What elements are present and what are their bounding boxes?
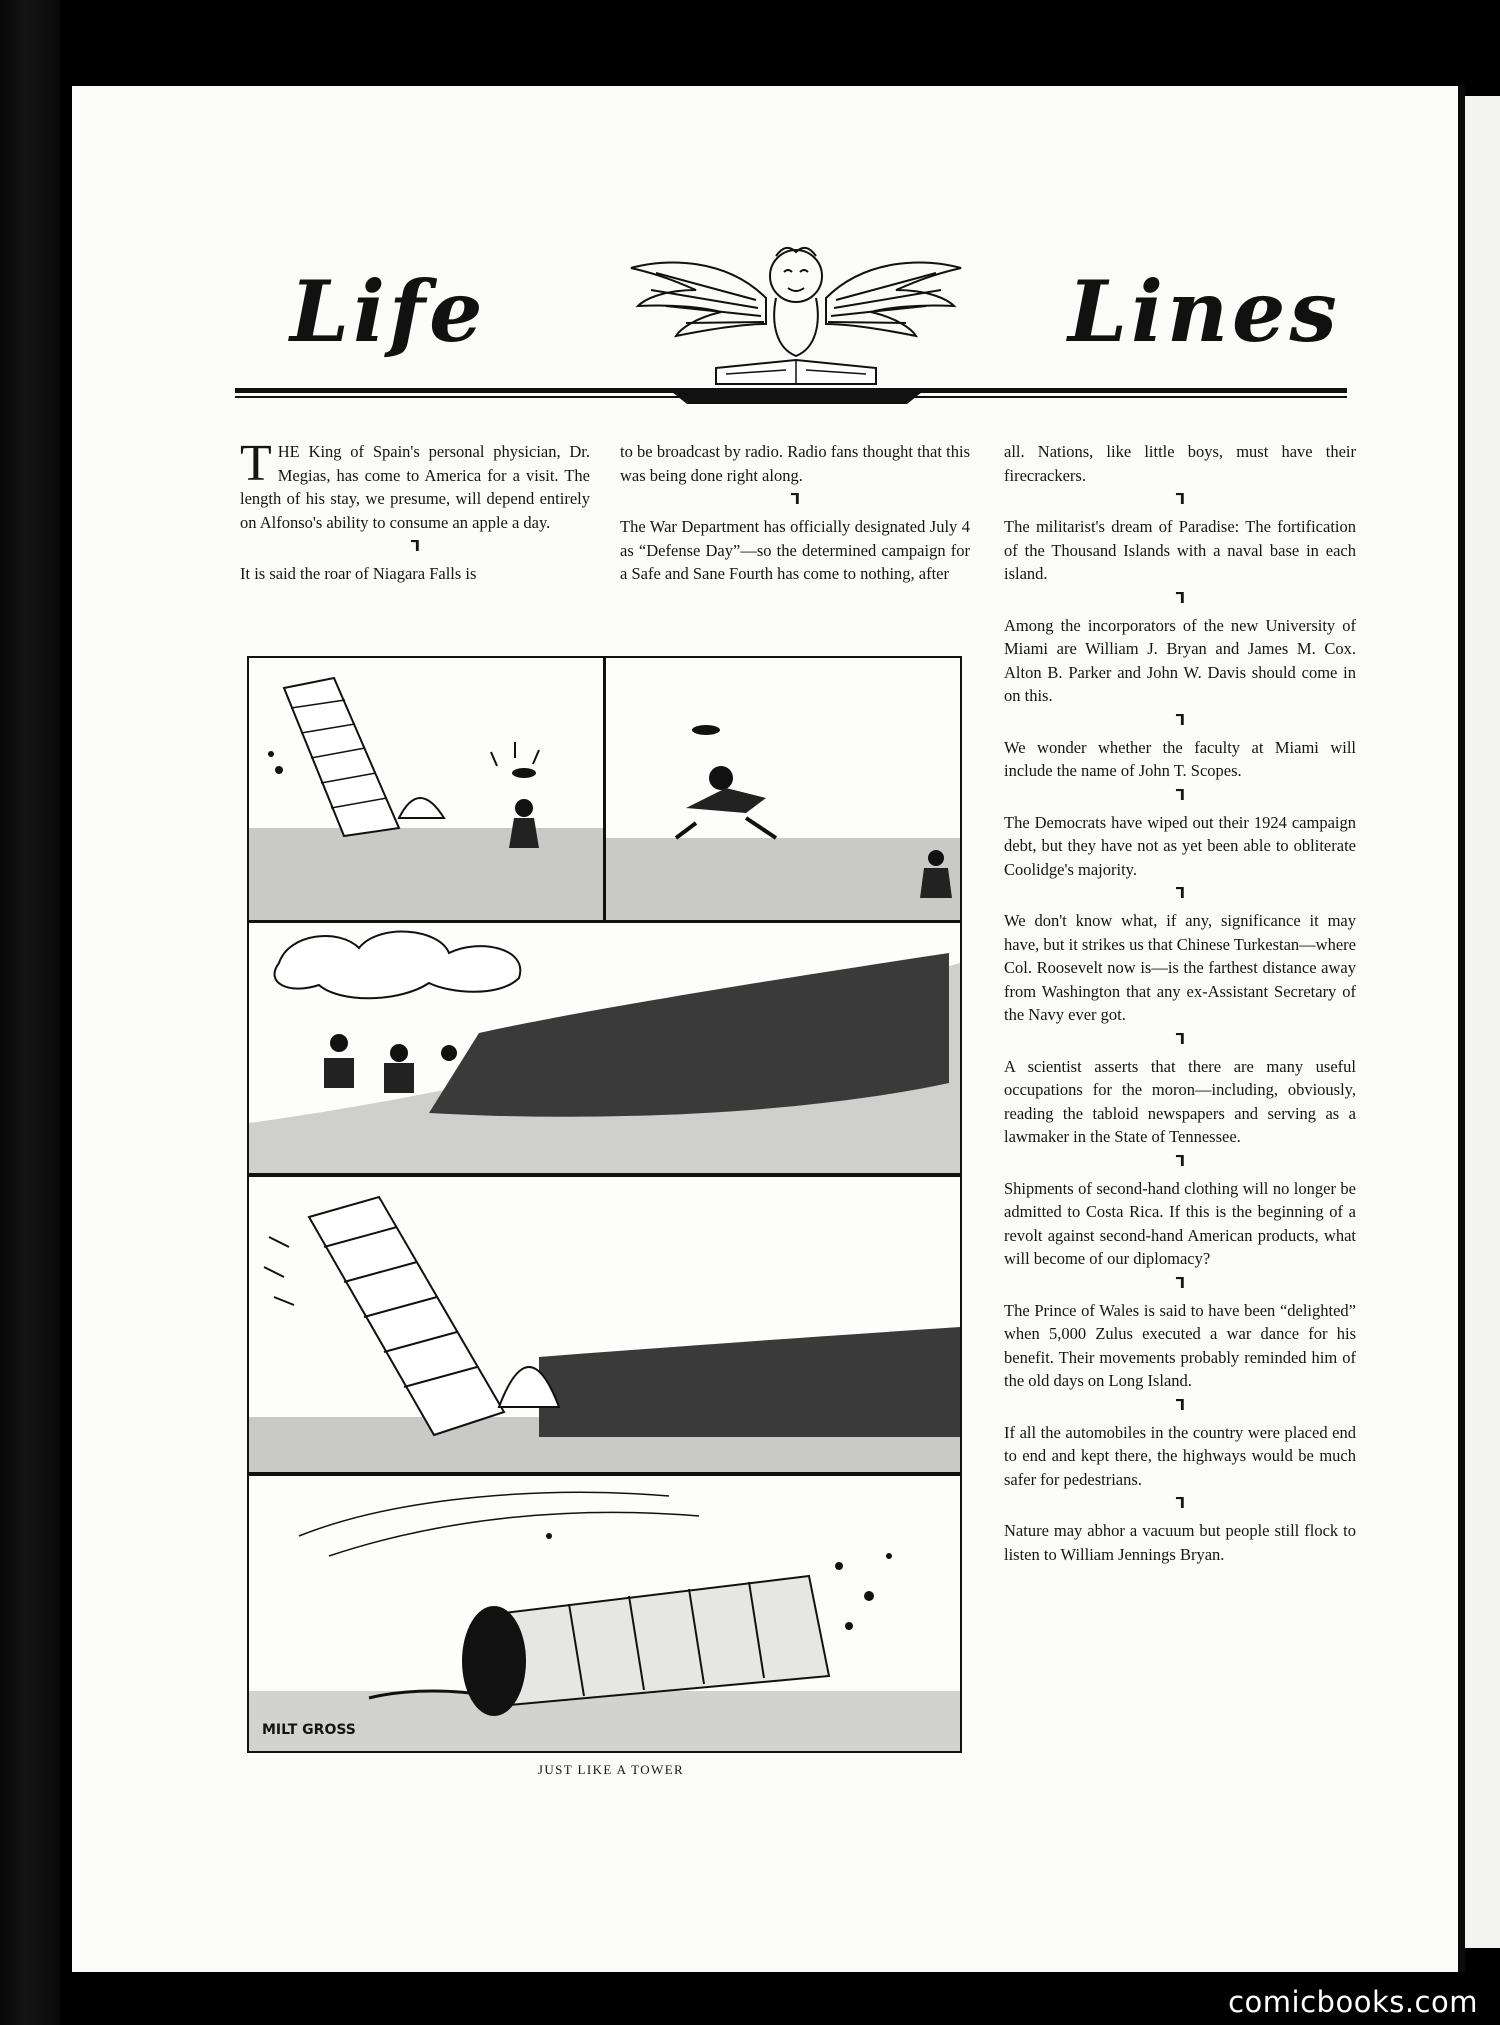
paragraph-niagara: It is said the roar of Niagara Falls is: [240, 564, 477, 583]
separator-mark: ⅂: [1175, 1275, 1185, 1292]
cartoon-panel-2: [604, 656, 962, 922]
cartoon-caption: JUST LIKE A TOWER: [537, 1762, 685, 1777]
separator-mark: ⅂: [1175, 712, 1185, 729]
item-moron: A scientist asserts that there are many useful occupations for the moron—including, obviously, reading the tabloid newspapers and serving as a lawmaker in the State of Tennessee.: [1004, 1056, 1356, 1146]
separator-mark: ⅂: [1175, 1153, 1185, 1170]
tower-tipping-drawing: [249, 1177, 960, 1472]
item-firecrackers: all. Nations, like little boys, must have their firecrackers.: [1004, 442, 1356, 485]
item-automobiles: If all the automobiles in the country were placed end to end and kept there, the highways would be much safer for pedestrians.: [1004, 1422, 1356, 1489]
paragraph-megias: THE King of Spain's personal physician, Dr. Megias, has come to America for a visit. The length of his stay, we presume, will depend entirely on Alfonso's ability to consume an apple a day.: [240, 435, 590, 532]
cartoonist-signature: MILT GROSS: [262, 1722, 356, 1738]
separator-mark: ⅂: [1175, 886, 1185, 902]
item-costa-rica: Shipments of second-hand clothing will no longer be admitted to Costa Rica. If this is the beginning of a revolt against second-hand American products, what will become of our diplomacy?: [1004, 1178, 1356, 1268]
cartoon-panel-1: [247, 656, 605, 922]
cherub-emblem-icon: [626, 228, 966, 398]
item-scopes: We wonder whether the faculty at Miami will include the name of John T. Scopes.: [1004, 737, 1356, 780]
watermark: comicbooks.com: [1228, 1985, 1478, 2019]
text-column-2: [620, 440, 970, 590]
text-column-3: [1004, 440, 1356, 1570]
item-university-miami: Among the incorporators of the new University of Miami are William J. Bryan and James M. Cox. Alton B. Parker and John W. Davis should come in on this.: [1004, 615, 1356, 705]
cartoon-panel-3: [247, 921, 962, 1175]
cartoon-panel-5: [247, 1474, 962, 1753]
title-right: Lines: [1068, 262, 1341, 361]
item-thousand-islands: The militarist's dream of Paradise: The fortification of the Thousand Islands with a naval base in each island.: [1004, 517, 1356, 583]
crowd-running-drawing: [249, 923, 960, 1173]
separator-mark: ⅂: [410, 539, 420, 555]
separator-mark: ⅂: [1175, 492, 1185, 508]
drop-cap: T: [240, 435, 272, 492]
scan-margin-left: [0, 0, 60, 2025]
book-stand: [672, 392, 922, 404]
paragraph-radio: to be broadcast by radio. Radio fans thought that this was being done right along.: [620, 442, 970, 485]
leaning-tower-drawing: [249, 658, 603, 920]
separator-mark: ⅂: [1175, 1031, 1185, 1048]
separator-mark: ⅂: [1175, 1397, 1185, 1414]
item-vacuum: Nature may abhor a vacuum but people still flock to listen to William Jennings Bryan.: [1004, 1521, 1356, 1564]
separator-mark: ⅂: [1175, 787, 1185, 804]
title-left: Life: [290, 262, 487, 361]
paragraph-defense-day: The War Department has officially designated July 4 as “Defense Day”—so the determined campaign for a Safe and Sane Fourth has come to nothing, after: [620, 517, 970, 583]
man-fleeing-drawing: [606, 658, 960, 920]
cartoon-panel-4: [247, 1175, 962, 1474]
item-turkestan: We don't know what, if any, significance it may have, but it strikes us that Chinese Turkestan—where Col. Roosevelt now is—is the farthest distance away from Washington that any ex-Assistant Secretary of the Navy ever got.: [1004, 911, 1356, 1024]
separator-mark: ⅂: [1175, 1496, 1185, 1512]
separator-mark: ⅂: [790, 492, 800, 508]
fallen-tower-drawing: [249, 1476, 960, 1751]
adjacent-page-edge: [1465, 96, 1500, 1948]
item-democrats-debt: The Democrats have wiped out their 1924 campaign debt, but they have not as yet been able to obliterate Coolidge's majority.: [1004, 812, 1356, 879]
separator-mark: ⅂: [1175, 590, 1185, 607]
item-prince-of-wales: The Prince of Wales is said to have been “delighted” when 5,000 Zulus executed a war dance for his benefit. Their movements probably reminded him of the old days on Long Island.: [1004, 1300, 1356, 1390]
page-gutter: [1458, 86, 1465, 1972]
text-column-1: [240, 435, 590, 590]
